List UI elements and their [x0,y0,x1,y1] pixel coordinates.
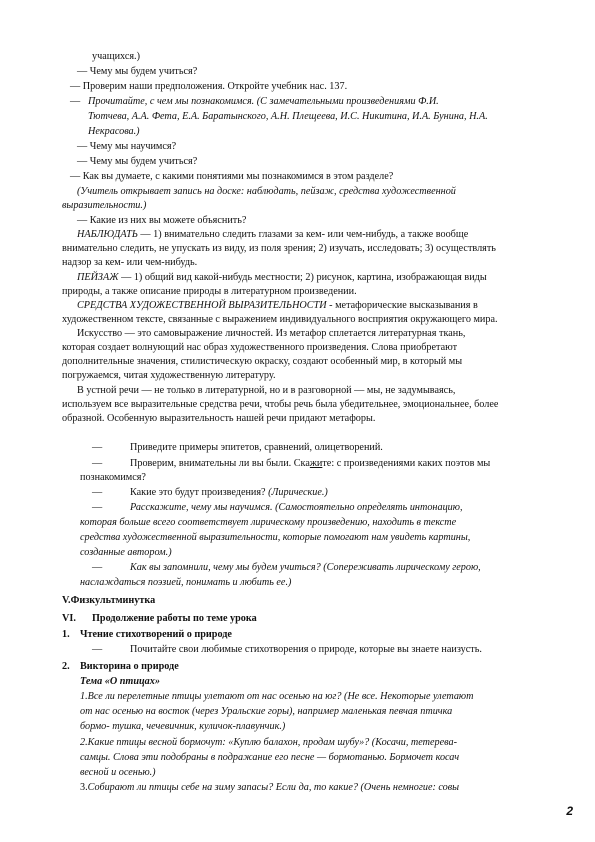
text-line: Прочитайте, с чем мы познакомимся. (С замечательными произведениями Ф.И. [88,96,439,107]
definition-line: ПЕЙЗАЖ — 1) общий вид какой-нибудь местности; 2) рисунок, картина, изображающая виды [77,272,487,283]
text-line: средства художественной выразительности, которые помогают нам увидеть картины, [80,532,471,543]
definition-line: НАБЛЮДАТЬ — 1) внимательно следить глазами за кем- или чем-нибудь, а также вообще [77,229,469,240]
quiz-line: от нас осенью на восток (через Уральские горы), например маленькая певчая птичка [80,706,453,717]
text-line: дополнительные значения, стилистическую окраску, создают особенный мир, в который мы [62,356,463,367]
text-line: используем все выразительные средства речи, чтобы речь была убедительнее, эмоциональнее, более [62,399,499,410]
text-line: — Проверим наши предположения. Откройте учебник нас. 137. [70,81,348,92]
text-line: — Какие из них вы можете объяснить? [77,215,247,226]
text-line: Некрасова.) [88,126,140,137]
text-line: наслаждаться поэзией, понимать и любить ее.) [80,577,292,588]
quiz-line: 2.Какие птицы весной бормочут: «Куплю балахон, продам шубу»? (Косачи, тетерева- [80,737,458,748]
quiz-line: самцы. Слова эти подобраны в подражание его песне — бормотанью. Бормочет косач [80,752,460,763]
quiz-line: 3.Собирают ли птицы себе на зиму запасы? Если да, то какие? (Очень немногие: совы [80,782,460,793]
text-line: Как вы запомнили, чему мы будем учиться? (Сопереживать лирическому герою, [130,562,481,573]
section-number: 1. [62,629,70,640]
text-line: В устной речи — не только в литературной, но и в разговорной — мы, не задумываясь, [77,385,456,396]
definition-line: СРЕДСТВА ХУДОЖЕСТВЕННОЙ ВЫРАЗИТЕЛЬНОСТИ - метафорические высказывания в [77,300,478,311]
section-heading: Продолжение работы по теме урока [92,613,257,624]
page-number: 2 [566,804,573,818]
quiz-line: бормо- тушка, чечевичник, куличок-плавунчик.) [80,721,286,732]
subsection-heading: Чтение стихотворений о природе [80,629,232,640]
quiz-line: 1.Все ли перелетные птицы улетают от нас осенью на юг? (Не все. Некоторые улетают [80,691,474,702]
text-line: Расскажите, чему мы научимся. (Самостоятельно определять интонацию, [130,502,463,513]
text-line: погружаемся, читая художественную литературу. [62,370,276,381]
dash-marker: — [92,487,103,498]
section-heading: V.Физкультминутка [62,595,156,606]
text-line: — Чему мы будем учиться? [77,66,198,77]
text-line: — Чему мы будем учиться? [77,156,198,167]
quiz-line: весной и осенью.) [80,767,156,778]
text-line: Приведите примеры эпитетов, сравнений, олицетворений. [130,442,383,453]
dash-marker: — [92,562,103,573]
text-line: образной. Особенную выразительность нашей речи придают метафоры. [62,413,376,424]
text-line: познакомимся? [80,472,146,483]
text-line: художественном тексте, связанные с выражением индивидуального восприятия окружающего мира. [62,314,498,325]
section-number: VI. [62,613,76,624]
text-line: выразительности.) [62,200,147,211]
definition-term: СРЕДСТВА ХУДОЖЕСТВЕННОЙ ВЫРАЗИТЕЛЬНОСТИ [77,300,327,311]
definition-term: НАБЛЮДАТЬ [77,229,138,240]
text-line: Почитайте свои любимые стихотворения о природе, которые вы знаете наизусть. [130,644,482,655]
section-number: 2. [62,661,70,672]
text-line: учащихся.) [92,51,140,62]
subsection-heading: Викторина о природе [80,661,179,672]
dash-marker: — [92,458,103,469]
text-line: надзор за кем- или чем-нибудь. [62,257,198,268]
definition-term: ПЕЙЗАЖ [77,272,119,283]
dash-marker: — [92,442,103,453]
dash-marker: — [92,644,103,655]
text-line: (Учитель открывает запись на доске: наблюдать, пейзаж, средства художественной [77,186,456,197]
text-line: — Как вы думаете, с какими понятиями мы познакомимся в этом разделе? [70,171,394,182]
text-line: которая больше всего соответствует лирическому произведению, находить в тексте [80,517,457,528]
text-line: которая создает волнующий нас образ художественного произведения. Слова приобретают [62,342,458,353]
text-line: Тютчева, А.А. Фета, Е.А. Баратынского, А.Н. Плещеева, И.С. Никитина, И.А. Бунина, Н.А. [88,111,488,122]
text-line: природы, а также описание природы в литературном произведении. [62,286,357,297]
text-line: — Чему мы научимся? [77,141,177,152]
quiz-theme: Тема «О птицах» [80,676,160,687]
dash-marker: — [92,502,103,513]
text-line: Искусство — это самовыражение личностей. Из метафор сплетается литературная ткань, [77,328,466,339]
text-line: Проверим, внимательны ли вы были. Скажите: с произведениями каких поэтов мы [130,458,491,469]
dash-marker: — [70,96,81,107]
text-line: внимательно следить, не упускать из виду, из поля зрения; 2) изучать, исследовать; 3) осуществлять [62,243,496,254]
text-line: Какие это будут произведения? (Лирические.) [130,487,328,498]
text-line: созданные автором.) [80,547,172,558]
